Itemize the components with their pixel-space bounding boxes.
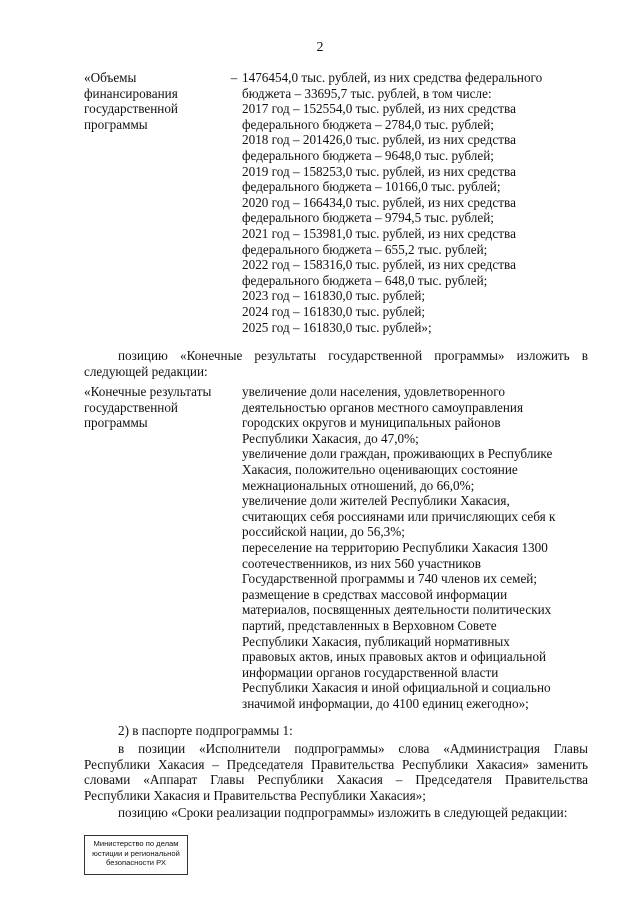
page-number: 2: [316, 40, 324, 55]
subprogram-heading: 2) в паспорте подпрограммы 1:: [118, 723, 293, 738]
financing-dash: –: [230, 70, 238, 85]
terms-paragraph: позицию «Сроки реализации подпрограммы» изложить в следующей редакции:: [118, 805, 568, 820]
executors-paragraph: в позиции «Исполнители подпрограммы» слова «Администрация Главы Республики Хакасия – Председателя Правительства Республики Хакасия» заменить словами «Аппарат Главы Республики Хакасия – Председателя Правительства Республики Хакасия и Правительства Республики Хакасия»;: [84, 741, 588, 803]
intro-results-paragraph: позицию «Конечные результаты государственной программы» изложить в следующей редакции:: [84, 348, 588, 379]
results-value: увеличение доли населения, удовлетворенного деятельностью органов местного самоуправления городских округов и муниципальных районов Республики Хакасия, до 47,0%; увеличение доли граждан, проживающих в Республике Хакасия, положительно оценивающих состояние межнациональных отношений, до 66,0%; увеличение доли жителей Республики Хакасия, считающих себя россиянами или причисляющих себя к российской нации, до 56,3%; переселение на территорию Республики Хакасия 1300 соотечественников, из них 560 участников Государственной программы и 740 членов их семей; размещение в средствах массовой информации материалов, посвященных деятельности политических партий, представленных в Верховном Совете Республики Хакасия, публикаций нормативных правовых актов, иных правовых актов и официальной информации органов государственной власти Республики Хакасия и иной официальной и социально значимой информации, до 4100 единиц ежегодно»;: [242, 384, 556, 711]
results-label: «Конечные результаты государственной программы: [84, 384, 212, 431]
financing-value: 1476454,0 тыс. рублей, из них средства федерального бюджета – 33695,7 тыс. рублей, в том числе: 2017 год – 152554,0 тыс. рублей, из них средства федерального бюджета – 2784,0 тыс. рублей; 2018 год – 201426,0 тыс. рублей, из них средства федерального бюджета – 9648,0 тыс. рублей; 2019 год – 158253,0 тыс. рублей, из них средства федерального бюджета – 10166,0 тыс. рублей; 2020 год – 166434,0 тыс. рублей, из них средства федерального бюджета – 9794,5 тыс. рублей; 2021 год – 153981,0 тыс. рублей, из них средства федерального бюджета – 655,2 тыс. рублей; 2022 год – 158316,0 тыс. рублей, из них средства федерального бюджета – 648,0 тыс. рублей; 2023 год – 161830,0 тыс. рублей; 2024 год – 161830,0 тыс. рублей; 2025 год – 161830,0 тыс. рублей»;: [242, 70, 543, 335]
ministry-stamp: Министерство по делам юстиции и региональной безопасности РХ: [84, 835, 188, 875]
financing-label: «Объемы финансирования государственной программы: [84, 70, 178, 132]
final-results-row: [84, 384, 588, 711]
financing-volumes-row: [84, 70, 588, 335]
